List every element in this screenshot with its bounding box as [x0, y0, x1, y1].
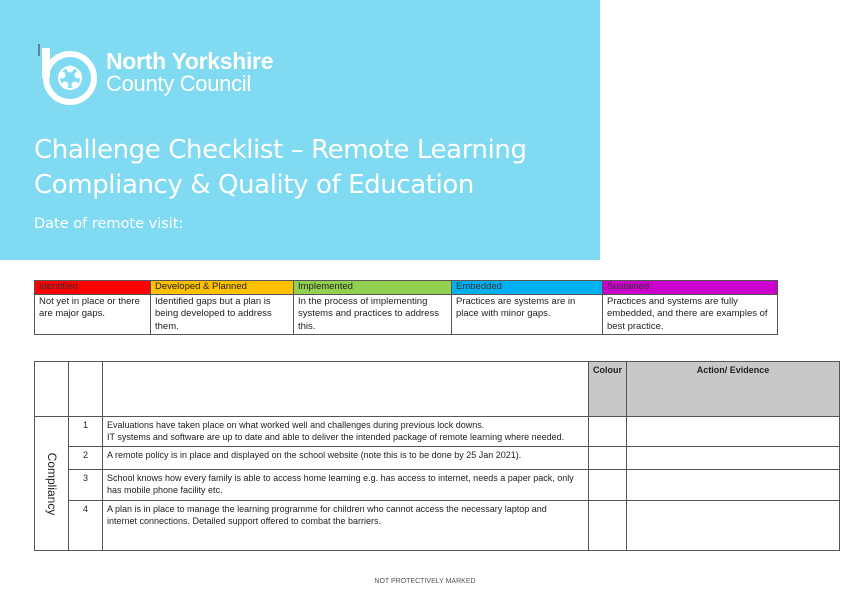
key-implemented-label: Implemented — [294, 281, 452, 295]
date-of-visit-label: Date of remote visit: — [34, 216, 184, 232]
criteria-line: A plan is in place to manage the learning programme for children who cannot access the necessary laptop and — [107, 504, 547, 514]
row-number: 1 — [69, 417, 103, 447]
key-identified-label: Identified — [35, 281, 151, 295]
table-row — [35, 447, 840, 470]
table-row — [35, 501, 840, 551]
action-evidence-cell[interactable] — [627, 470, 840, 501]
table-row — [35, 470, 840, 501]
key-embedded-label: Embedded — [452, 281, 603, 295]
section-header-cell — [35, 362, 69, 417]
key-developed-description: Identified gaps but a plan is being developed to address them. — [151, 294, 294, 335]
checklist-header-row — [35, 362, 840, 417]
number-header-cell — [69, 362, 103, 417]
council-logo-icon — [36, 40, 100, 108]
brand-name-line1: North Yorkshire — [106, 48, 274, 74]
criteria-text — [103, 470, 589, 501]
key-sustained-label: Sustained — [603, 281, 778, 295]
checklist-table — [34, 361, 840, 551]
key-identified-description: Not yet in place or there are major gaps. — [35, 294, 151, 335]
key-implemented-description: In the process of implementing systems and practices to address this. — [294, 294, 452, 335]
criteria-text — [103, 417, 589, 447]
criteria-line: has mobile phone facility etc. — [107, 485, 223, 495]
action-evidence-column-header: Action/ Evidence — [627, 362, 840, 417]
row-number: 3 — [69, 470, 103, 501]
criteria-text — [103, 447, 589, 470]
action-evidence-cell[interactable] — [627, 501, 840, 551]
colour-rating-cell[interactable] — [589, 417, 627, 447]
rating-key-header-row — [35, 281, 778, 295]
colour-rating-cell[interactable] — [589, 447, 627, 470]
header-banner — [0, 0, 600, 260]
page-title-line2: Compliancy & Quality of Education — [34, 170, 474, 200]
key-sustained-description: Practices and systems are fully embedded, and there are examples of best practice. — [603, 294, 778, 335]
criteria-line: A remote policy is in place and displayed on the school website (note this is to be done by 25 Jan 2021). — [107, 450, 522, 460]
compliancy-section-cell — [35, 417, 69, 551]
criteria-header-cell — [103, 362, 589, 417]
action-evidence-cell[interactable] — [627, 417, 840, 447]
row-number: 4 — [69, 501, 103, 551]
table-row — [35, 417, 840, 447]
key-embedded-description: Practices are systems are in place with minor gaps. — [452, 294, 603, 335]
criteria-line: IT systems and software are up to date and able to deliver the intended package of remote learning where needed. — [107, 432, 565, 442]
colour-column-header: Colour — [589, 362, 627, 417]
protective-marking-footer: NOT PROTECTIVELY MARKED — [374, 578, 476, 585]
criteria-line: internet connections. Detailed support offered to combat the barriers. — [107, 516, 381, 526]
colour-rating-cell[interactable] — [589, 501, 627, 551]
key-developed-label: Developed & Planned — [151, 281, 294, 295]
row-number: 2 — [69, 447, 103, 470]
criteria-line: School knows how every family is able to access home learning e.g. has access to internet, needs a paper pack, only — [107, 473, 574, 483]
page-title-line1: Challenge Checklist – Remote Learning — [34, 135, 527, 165]
brand-name-line2: County Council — [106, 71, 251, 96]
rating-key-table — [34, 280, 778, 335]
criteria-line: Evaluations have taken place on what worked well and challenges during previous lock downs. — [107, 420, 485, 430]
compliancy-section-label: Compliancy — [44, 452, 59, 515]
rating-key-description-row — [35, 294, 778, 335]
criteria-text — [103, 501, 589, 551]
action-evidence-cell[interactable] — [627, 447, 840, 470]
colour-rating-cell[interactable] — [589, 470, 627, 501]
